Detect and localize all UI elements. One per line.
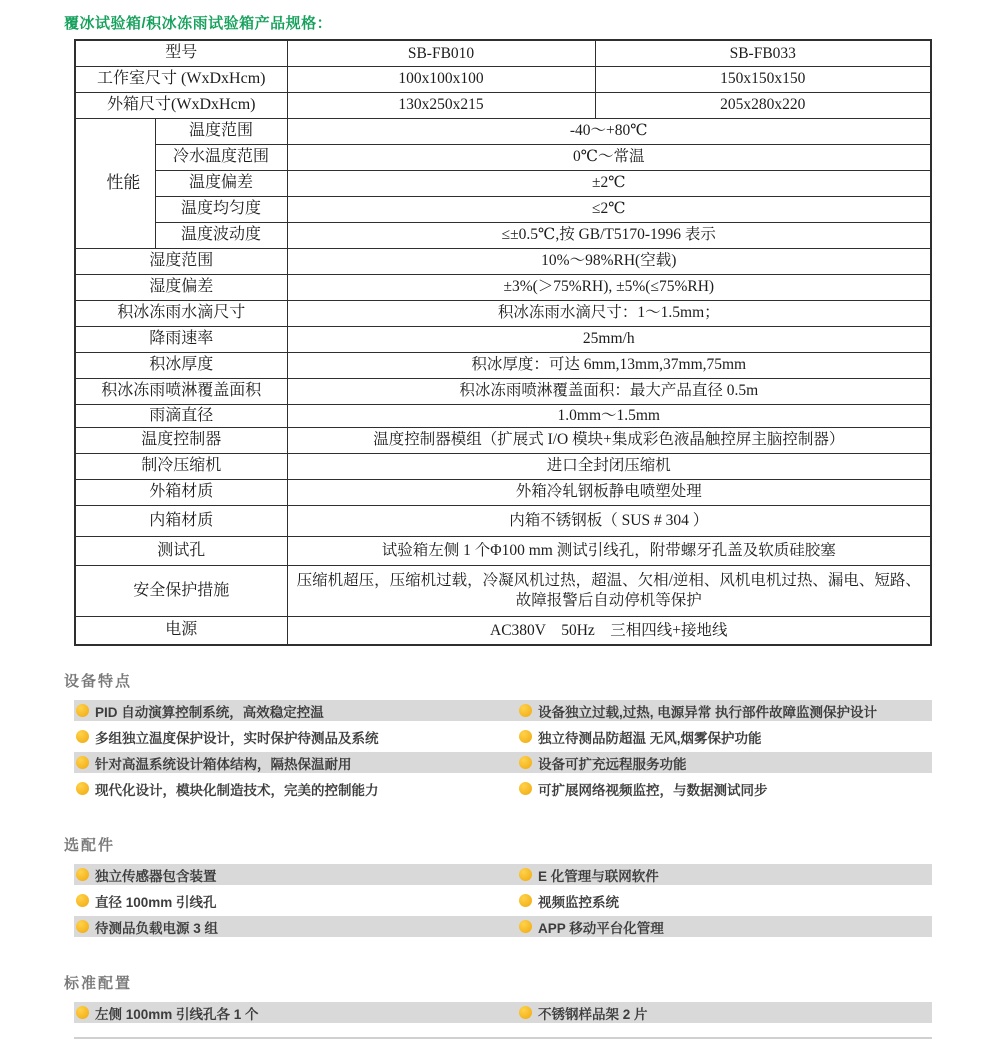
table-row: [75, 222, 931, 248]
options-list: [74, 864, 932, 937]
spec-label: 温度波动度: [155, 222, 287, 248]
table-row: [75, 92, 931, 118]
table-row: [75, 170, 931, 196]
bullet-icon: [76, 730, 89, 743]
spacer: [64, 646, 1000, 670]
feature-text: PID 自动演算控制系统，高效稳定控温: [95, 704, 324, 720]
bullet-icon: [76, 868, 89, 881]
option-item: [74, 891, 517, 911]
feature-item: [74, 727, 517, 747]
spec-value: AC380V 50Hz 三相四线+接地线: [287, 616, 931, 645]
feature-text: 可扩展网络视频监控，与数据测试同步: [538, 782, 768, 798]
table-row: [75, 40, 931, 66]
spec-value: 100x100x100: [287, 66, 595, 92]
section-heading-standard: 标准配置: [64, 975, 133, 992]
bullet-icon: [519, 704, 532, 717]
feature-row: [74, 778, 932, 799]
table-row: [75, 144, 931, 170]
spec-value: 25mm/h: [287, 326, 931, 352]
feature-row: [74, 726, 932, 747]
spec-label: 制冷压缩机: [75, 453, 287, 479]
bullet-icon: [519, 1006, 532, 1019]
bullet-icon: [519, 782, 532, 795]
standard-item: [74, 1003, 517, 1023]
feature-text: 独立待测品防超温 无风,烟雾保护功能: [538, 730, 762, 746]
spec-label: 冷水温度范围: [155, 144, 287, 170]
spec-value: ≤2℃: [287, 196, 931, 222]
spec-label: 外箱尺寸(WxDxHcm): [75, 92, 287, 118]
feature-text: 多组独立温度保护设计，实时保护待测品及系统: [95, 730, 379, 746]
spec-label: 测试孔: [75, 536, 287, 565]
performance-group-label: [75, 118, 155, 248]
spacer: [64, 993, 1000, 1002]
feature-text: 现代化设计，模块化制造技术，完美的控制能力: [95, 782, 379, 798]
table-row: [75, 196, 931, 222]
spec-value: 外箱冷轧钢板静电喷塑处理: [287, 479, 931, 505]
spec-label: 内箱材质: [75, 505, 287, 536]
spec-label: 安全保护措施: [75, 565, 287, 616]
bullet-icon: [76, 704, 89, 717]
spec-value: 130x250x215: [287, 92, 595, 118]
spec-label: 温度范围: [155, 118, 287, 144]
table-row: [75, 274, 931, 300]
feature-item: [74, 779, 517, 799]
page-title: 覆冰试验箱/积冰冻雨试验箱产品规格：: [64, 15, 333, 32]
spec-value: 内箱不锈钢板（ SUS # 304 ）: [287, 505, 931, 536]
option-item: [74, 865, 517, 885]
spec-label: 工作室尺寸 (WxDxHcm): [75, 66, 287, 92]
option-row: [74, 890, 932, 911]
spec-label: 温度偏差: [155, 170, 287, 196]
spec-value: 积冰冻雨喷淋覆盖面积：最大产品直径 0.5m: [287, 378, 931, 404]
table-row: [75, 565, 931, 616]
table-row: [75, 427, 931, 453]
section-heading-features: 设备特点: [64, 673, 133, 690]
spec-label: 温度控制器: [75, 427, 287, 453]
spec-value: 0℃～常温: [287, 144, 931, 170]
spacer: [64, 804, 1000, 834]
spacer: [64, 942, 1000, 972]
feature-item: [74, 753, 517, 773]
standard-row: [74, 1002, 932, 1023]
table-row: [75, 300, 931, 326]
spec-value: 10%～98%RH(空载): [287, 248, 931, 274]
spec-label: 积冰厚度: [75, 352, 287, 378]
spec-value: ±2℃: [287, 170, 931, 196]
table-row: [75, 616, 931, 645]
feature-item: [74, 701, 517, 721]
spec-label: 湿度范围: [75, 248, 287, 274]
table-row: [75, 326, 931, 352]
spec-label: 电源: [75, 616, 287, 645]
option-text: E 化管理与联网软件: [538, 868, 659, 884]
spec-label: 降雨速率: [75, 326, 287, 352]
spec-value: 温度控制器模组（扩展式 I/O 模块+集成彩色液晶触控屏主脑控制器）: [287, 427, 931, 453]
spec-label: 湿度偏差: [75, 274, 287, 300]
spec-value: 进口全封闭压缩机: [287, 453, 931, 479]
product-spec-table: [74, 39, 932, 646]
bullet-icon: [76, 1006, 89, 1019]
bullet-icon: [519, 756, 532, 769]
standard-list: [74, 1002, 932, 1023]
table-row: [75, 453, 931, 479]
spec-label: 雨滴直径: [75, 404, 287, 427]
option-text: 待测品负载电源 3 组: [95, 920, 219, 936]
spec-value: -40～+80℃: [287, 118, 931, 144]
spec-label: 温度均匀度: [155, 196, 287, 222]
spec-label: 外箱材质: [75, 479, 287, 505]
spec-value: 积冰厚度：可达 6mm,13mm,37mm,75mm: [287, 352, 931, 378]
bullet-icon: [519, 920, 532, 933]
feature-row: [74, 700, 932, 721]
spec-value: 1.0mm～1.5mm: [287, 404, 931, 427]
option-text: 独立传感器包含装置: [95, 868, 217, 884]
feature-item: [517, 753, 932, 773]
table-row: [75, 378, 931, 404]
bullet-icon: [519, 868, 532, 881]
bullet-icon: [76, 756, 89, 769]
spec-value: ≤±0.5℃,按 GB/T5170-1996 表示: [287, 222, 931, 248]
table-row: [75, 505, 931, 536]
feature-row: [74, 752, 932, 773]
standard-text: 左侧 100mm 引线孔各 1 个: [95, 1006, 259, 1022]
option-text: 视频监控系统: [538, 894, 619, 910]
feature-item: [517, 779, 932, 799]
table-row: [75, 352, 931, 378]
bullet-icon: [76, 920, 89, 933]
spec-value: 压缩机超压，压缩机过载，冷凝风机过热，超温、欠相/逆相、风机电机过热、漏电、短路、故障报警后自动停机等保护: [287, 565, 931, 616]
bullet-icon: [519, 730, 532, 743]
table-row: [75, 248, 931, 274]
spec-value: 150x150x150: [595, 66, 931, 92]
standard-text: 不锈钢样品架 2 片: [538, 1006, 648, 1022]
spec-label: 积冰冻雨水滴尺寸: [75, 300, 287, 326]
spacer: [64, 855, 1000, 864]
features-list: [74, 700, 932, 799]
spec-value: 积冰冻雨水滴尺寸：1～1.5mm；: [287, 300, 931, 326]
table-row: [75, 404, 931, 427]
table-row: [75, 118, 931, 144]
spacer: [64, 691, 1000, 700]
spec-value: 205x280x220: [595, 92, 931, 118]
option-row: [74, 916, 932, 937]
standard-item: [517, 1003, 932, 1023]
spec-value: 试验箱左侧 1 个Φ100 mm 测试引线孔，附带螺牙孔盖及软质硅胶塞: [287, 536, 931, 565]
section-heading-options: 选配件: [64, 837, 116, 854]
spec-label: 积冰冻雨喷淋覆盖面积: [75, 378, 287, 404]
feature-item: [517, 727, 932, 747]
feature-item: [517, 701, 932, 721]
option-item: [74, 917, 517, 937]
bullet-icon: [76, 894, 89, 907]
option-item: [517, 865, 932, 885]
bullet-icon: [76, 782, 89, 795]
feature-text: 设备独立过载,过热, 电源异常 执行部件故障监测保护设计: [538, 704, 878, 720]
performance-group-text: 性能: [106, 173, 141, 193]
option-item: [517, 917, 932, 937]
option-item: [517, 891, 932, 911]
feature-text: 针对高温系统设计箱体结构，隔热保温耐用: [95, 756, 352, 772]
model-header-label: 型号: [75, 40, 287, 66]
bullet-icon: [519, 894, 532, 907]
option-row: [74, 864, 932, 885]
model-2-name: SB-FB033: [595, 40, 931, 66]
spec-value: ±3%(＞75%RH), ±5%(≤75%RH): [287, 274, 931, 300]
table-row: [75, 66, 931, 92]
table-row: [75, 479, 931, 505]
option-text: 直径 100mm 引线孔: [95, 894, 217, 910]
option-text: APP 移动平台化管理: [538, 920, 664, 936]
table-row: [75, 536, 931, 565]
model-1-name: SB-FB010: [287, 40, 595, 66]
feature-text: 设备可扩充远程服务功能: [538, 756, 687, 772]
